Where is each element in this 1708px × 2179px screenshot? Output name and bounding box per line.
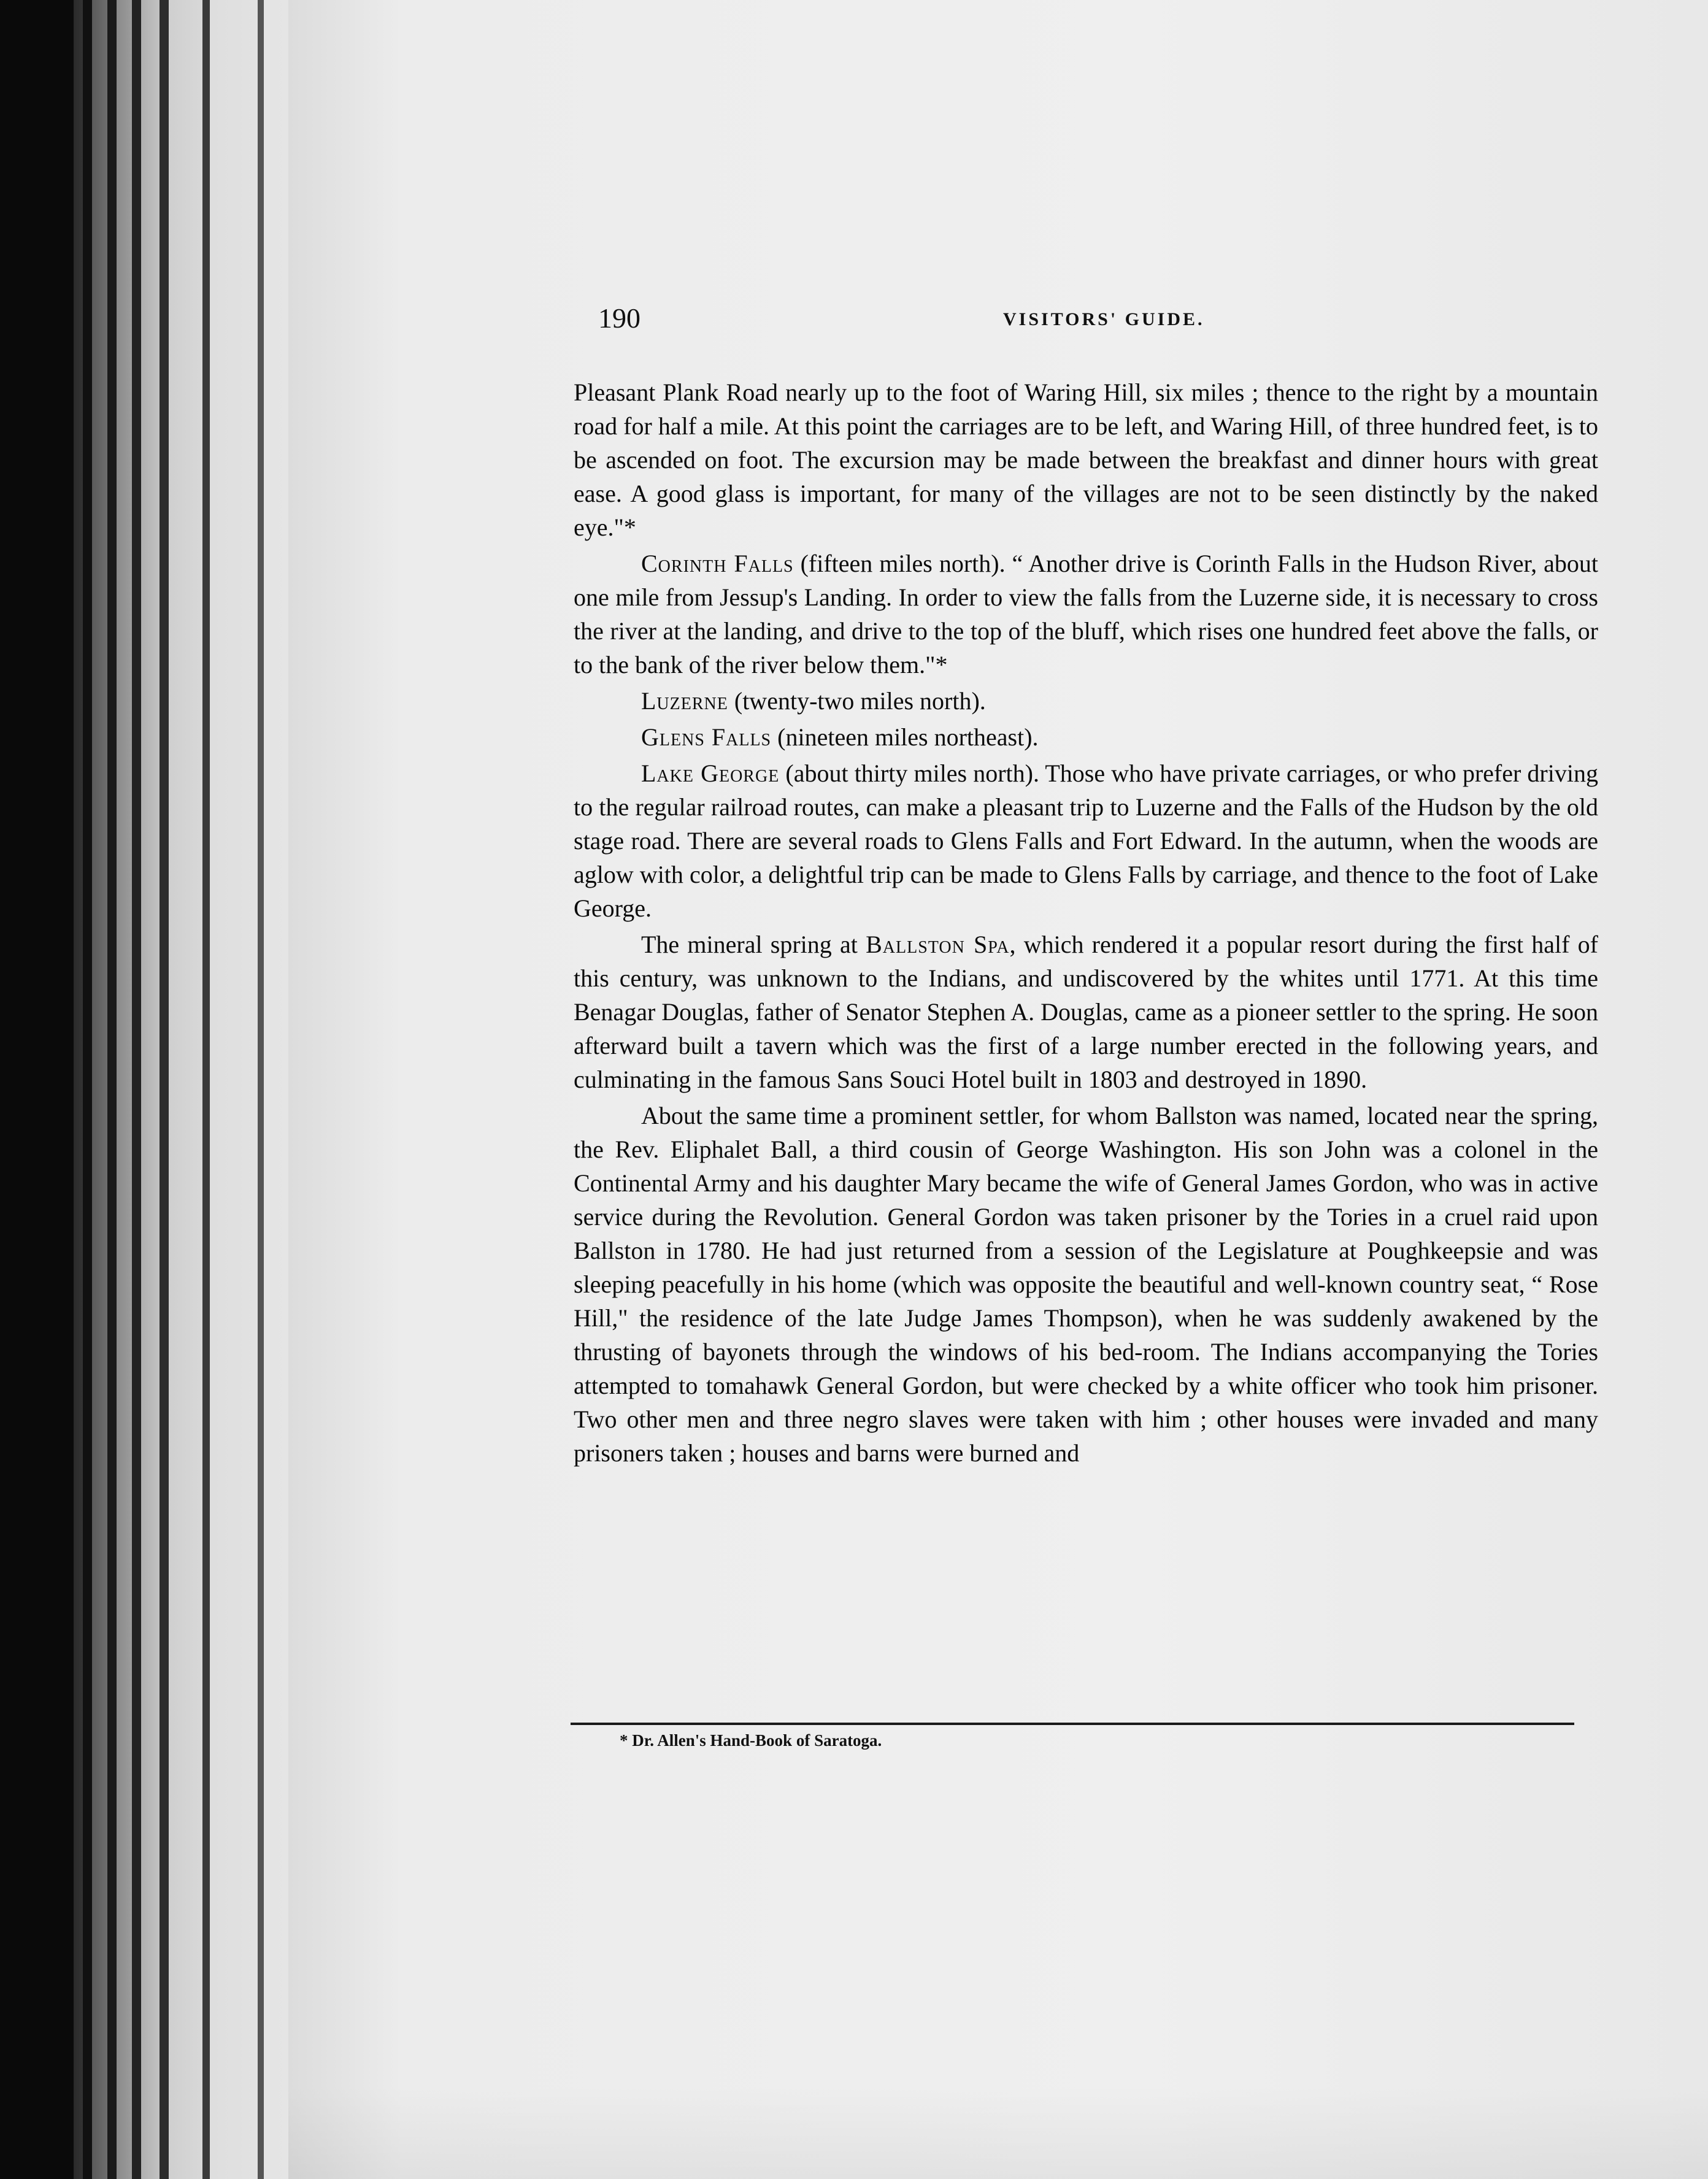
place-name: Luzerne [641, 687, 728, 715]
paragraph-luzerne [574, 684, 1598, 718]
paragraph-text: (nineteen miles northeast). [771, 723, 1039, 751]
paragraph-glens-falls [574, 720, 1598, 754]
place-name: Ballston Spa [866, 931, 1010, 958]
book-page-edges [0, 0, 319, 2179]
paragraph-ball-family: About the same time a prominent settler, for whom Ballston was named, located near the spring, the Rev. Eliphalet Ball, a third cousin of George Washington. His son John was a colonel in the Continental Army and his daughter Mary became the wife of General James Gordon, who was in active service during the Revolution. General Gordon was taken prisoner by the Tories in a cruel raid upon Ballston in 1780. He had just returned from a session of the Legislature at Poughkeepsie and was sleeping peacefully in his home (which was opposite the beautiful and well-known country seat, “ Rose Hill," the residence of the late Judge James Thompson), when he was suddenly awakened by the thrusting of bayonets through the windows of his bed-room. The Indians accompanying the Tories attempted to tomahawk General Gordon, but were checked by a white officer who took him prisoner. Two other men and three negro slaves were taken with him ; other houses were invaded and many prisoners taken ; houses and barns were burned and [574, 1102, 1598, 1467]
paragraph-waring-hill: Pleasant Plank Road nearly up to the foot of Waring Hill, six miles ; thence to the right by a mountain road for half a mile. At this point the carriages are to be left, and Waring Hill, of three hundred feet, is to be ascended on foot. The excursion may be made between the breakfast and dinner hours with great ease. A good glass is important, for many of the villages are not to be seen distinctly by the naked eye."* [574, 379, 1598, 541]
footnote: * Dr. Allen's Hand-Book of Saratoga. [620, 1731, 882, 1750]
paragraph-text: (fifteen miles north). “ Another drive is Corinth Falls in the Hudson River, about one mile from Jessup's Landing. In order to view the falls from the Luzerne side, it is necessary to cross the river at the landing, and drive to the top of the bluff, which rises one hundred feet above the falls, or to the bank of the river below them."* [574, 550, 1598, 678]
running-title: VISITORS' GUIDE. [1003, 309, 1205, 329]
page-shadow [288, 2086, 1708, 2179]
paragraph-corinth-falls [574, 547, 1598, 682]
place-name: Glens Falls [641, 723, 772, 751]
paragraph-text: (twenty-two miles north). [728, 687, 986, 715]
paragraph-lake-george [574, 756, 1598, 925]
paragraph-text: , which rendered it a popular resort during the first half of this century, was unknown to the Indians, and undiscovered by the whites until 1771. At this time Benagar Douglas, father of Senator Stephen A. Douglas, came as a pioneer settler to the spring. He soon afterward built a tavern which was the first of a large number erected in the following years, and culminating in the famous Sans Souci Hotel built in 1803 and destroyed in 1890. [574, 931, 1599, 1093]
paragraph-text: The mineral spring at [641, 931, 866, 958]
body-text [574, 375, 1598, 1470]
paragraph-text: (about thirty miles north). Those who have private carriages, or who prefer driving to the regular railroad routes, can make a pleasant trip to Luzerne and the Falls of the Hudson by the old stage road. There are several roads to Glens Falls and Fort Edward. In the autumn, when the woods are aglow with color, a delightful trip can be made to Glens Falls by carriage, and thence to the foot of Lake George. [574, 759, 1598, 922]
place-name: Lake George [641, 759, 780, 787]
page-number: 190 [598, 302, 640, 334]
place-name: Corinth Falls [641, 550, 794, 577]
running-head [598, 302, 1577, 339]
paragraph-ballston-spa [574, 928, 1598, 1096]
footnote-rule [571, 1723, 1574, 1725]
